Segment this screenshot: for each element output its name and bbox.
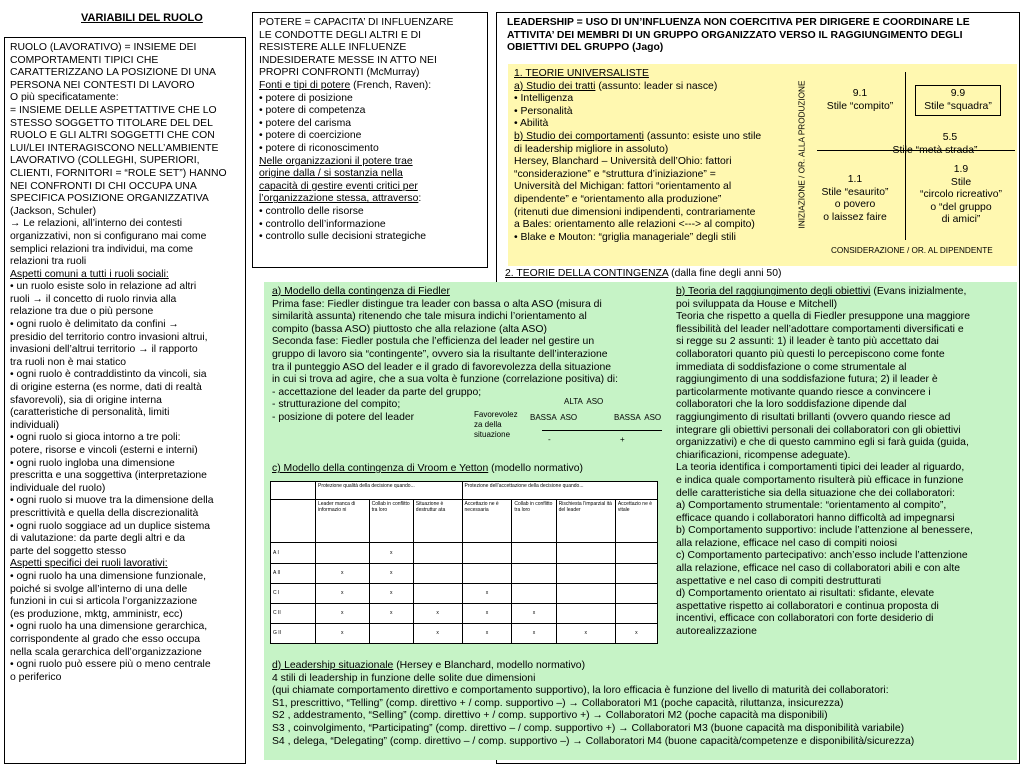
role-text-line: Aspetti specifici dei ruoli lavorativi: — [10, 558, 168, 570]
table-cell — [615, 583, 657, 603]
table-row-label: C I — [271, 583, 316, 603]
role-text-line: • ogni ruolo ha una dimensione funzionale, — [10, 570, 207, 582]
grid-quadrant-9-9: 9.9 Stile “squadra” — [915, 85, 1001, 116]
table-cell: x — [413, 623, 462, 643]
situational-line: S3 , coinvolgimento, “Participating” (comp. direttivo – / comp. supportivo +) → Collaboratori M3 (buone capacità ma disponibilità variabile) — [272, 722, 905, 734]
role-text-line: CLIENTI, FORNITORI = “ROLE SET”) HANNO — [10, 167, 227, 179]
table-column-header: Situazione è destruttur ata — [413, 500, 462, 543]
role-text-line: (caratteristiche di personalità, limiti — [10, 407, 170, 419]
path-goal-line: collaboratori che la loro soddisfazione dipende dal — [676, 399, 907, 411]
table-cell — [512, 543, 556, 563]
table-cell — [615, 563, 657, 583]
role-text-line: • un ruolo esiste solo in relazione ad altri — [10, 281, 197, 293]
leadership-heading-line: LEADERSHIP = USO DI UN’INFLUENZA NON COERCITIVA PER DIRIGERE E COORDINARE LE — [507, 17, 970, 28]
universal-theory-line: Hersey, Blanchard – Università dell’Ohio: fattori — [514, 156, 732, 168]
role-text-line: di origine esterna (es norme, dati di realtà — [10, 382, 202, 394]
table-cell: x — [316, 623, 370, 643]
situational-line: S2 , addestramento, “Selling” (comp. direttivo + / comp. supportivo +) → Collaboratori M2 (poche capacità ma disponibili) — [272, 710, 828, 722]
situational-line: 4 stili di leadership in funzione delle solite due dimensioni — [272, 672, 536, 684]
path-goal-line: immediata di soddisfazione o come strumentale al — [676, 361, 907, 373]
universal-theory-line: • Abilità — [514, 118, 549, 130]
role-text-line: potere, risorse e vincoli (esterni e interni) — [10, 445, 198, 456]
situational-line: S1, prescrittivo, “Telling” (comp. direttivo + / comp. supportivo –) → Collaboratori M1 (poche capacità, riluttanza, insicurezza) — [272, 697, 844, 709]
universal-theory-line: “considerazione” e “struttura d’iniziazione” = — [514, 168, 716, 180]
role-text-line: • ogni ruolo è delimitato da confini → — [10, 319, 179, 331]
fiedler-line: - posizione di potere del leader — [272, 411, 415, 423]
role-text-line: PERSONA NEI CONTESTI DI LAVORO — [10, 79, 195, 91]
role-text-line: individuali) — [10, 419, 60, 431]
path-goal-line: organizzativi) e che di questo cammino egli si farà guida (guida, — [676, 437, 969, 449]
role-text-line: NEI CONFRONTI DI CHI OCCUPA UNA — [10, 180, 197, 192]
universal-theory-line: Università del Michigan: fattori “orientamento al — [514, 181, 732, 193]
power-text — [259, 17, 487, 244]
path-goal-line: flessibilità del leader nell’adottare comportamenti diversificati e — [676, 323, 964, 335]
path-goal-line: c) Comportamento partecipativo: anch’esso include l’attenzione — [676, 550, 968, 562]
universal-theory-line: dipendente” e “orientamento alla produzione” — [514, 193, 722, 205]
role-text-line: CARATTERIZZANO LA POSIZIONE DI UNA — [10, 67, 216, 79]
path-goal-line: aspettative e nel caso di compiti destrutturati — [676, 575, 882, 587]
table-cell: x — [462, 583, 512, 603]
table-cell — [512, 563, 556, 583]
path-goal-line: raggiungimento di una soddisfazione futura; 2) il leader è — [676, 374, 938, 386]
table-group-quality: Protezione qualità della decisione quando... — [316, 482, 463, 500]
table-cell — [556, 563, 615, 583]
role-text-line: prescrittività e quella della discrezionalità — [10, 507, 199, 519]
power-text-line: • potere di riconoscimento — [259, 142, 379, 154]
table-cell: x — [369, 583, 413, 603]
table-row — [271, 583, 658, 603]
power-text-line: INDESIDERATE MESSE IN ATTO NEI — [259, 54, 437, 66]
table-cell — [556, 583, 615, 603]
universal-theory-line: a) Studio dei tratti (assunto: leader si nasce) — [514, 80, 718, 92]
table-cell: x — [369, 563, 413, 583]
role-text-line: LUI/LEI INTERAGISCONO NELL’AMBIENTE — [10, 142, 219, 154]
left-title: VARIABILI DEL RUOLO — [81, 12, 203, 24]
path-goal-line: b) Teoria del raggiungimento degli obiettivi (Evans inizialmente, — [676, 286, 967, 297]
table-row — [271, 623, 658, 643]
grid-x-axis-label: CONSIDERAZIONE / OR. AL DIPENDENTE — [831, 246, 993, 255]
path-goal-line: chiarificazioni, ricompense adeguate). — [676, 449, 851, 461]
role-text-line: • ogni ruolo soggiace ad un duplice sistema — [10, 520, 211, 532]
path-goal-line: incentivi, efficace con collaboratori con forte desiderio di — [676, 613, 934, 625]
path-goal-text — [676, 286, 1016, 639]
role-text-line: organizzativi, non si configurano mai come — [10, 230, 207, 242]
universal-theory-line: 1. TEORIE UNIVERSALISTE — [514, 68, 649, 79]
role-text-line: parte del soggetto stesso — [10, 545, 127, 557]
grid-quadrant-1-9: 1.9 Stile “circolo ricreativo” o “del gruppo di amici” — [920, 164, 1002, 226]
role-text-line: RUOLO E GLI ALTRI SOGGETTI CHE CON — [10, 130, 215, 142]
table-column-header: Rischiesta l’imparzial ità del leader — [556, 500, 615, 543]
leadership-heading-line: ATTIVITA’ DEI MEMBRI DI UN GRUPPO ORGANIZZATO VERSO IL RAGGIUNGIMENTO DEGLI — [507, 29, 963, 41]
table-cell: x — [615, 623, 657, 643]
role-text-line: (es produzione, mktg, amministr, ecc) — [10, 608, 183, 620]
power-text-line: LE CONDOTTE DEGLI ALTRI E DI — [259, 29, 422, 41]
table-cell: x — [512, 623, 556, 643]
leadership-heading — [507, 17, 1017, 55]
power-text-line: • controllo dell’informazione — [259, 218, 386, 230]
table-row — [271, 543, 658, 563]
power-text-line: • potere di posizione — [259, 92, 353, 104]
role-text-line: STESSO SOGGETTO TITOLARE DEL DEL — [10, 117, 213, 129]
table-cell — [556, 543, 615, 563]
table-cell — [512, 583, 556, 603]
universal-theory-line: • Personalità — [514, 105, 573, 117]
role-text-line: prescritta e una soggettiva (interpretazione — [10, 470, 207, 482]
fiedler-line: - accettazione del leader da parte del gruppo; — [272, 386, 482, 398]
fiedler-line: a) Modello della contingenza di Fiedler — [272, 286, 450, 297]
path-goal-line: poi sviluppata da House e Mitchell) — [676, 298, 838, 310]
power-text-line: PROPRI CONFRONTI (McMurray) — [259, 67, 420, 79]
table-row-label: A I — [271, 543, 316, 563]
universal-theory-line: b) Studio dei comportamenti (assunto: esiste uno stile — [514, 130, 762, 142]
table-cell: x — [462, 623, 512, 643]
role-text-line: → Le relazioni, all’interno dei contesti — [10, 218, 183, 230]
table-cell: x — [369, 603, 413, 623]
path-goal-line: si regge su 2 assunti: 1) il leader è tanto più accettato dai — [676, 336, 939, 348]
managerial-grid — [795, 70, 1017, 266]
role-text-line: • ogni ruolo può essere più o meno centrale — [10, 659, 211, 671]
power-text-line: • controllo sulle decisioni strategiche — [259, 231, 427, 243]
table-row-label: G II — [271, 623, 316, 643]
table-cell: x — [369, 543, 413, 563]
table-cell: x — [316, 583, 370, 603]
role-text-line: semplici relazioni tra individui, ma come — [10, 243, 194, 255]
fiedler-line: compito (bassa ASO) piuttosto che alla relazione (alta ASO) — [272, 323, 547, 335]
path-goal-line: autorealizzazione — [676, 626, 757, 638]
power-text-line: Nelle organizzazioni il potere trae — [259, 155, 413, 167]
table-cell — [369, 623, 413, 643]
role-text-line: tra ruoli non è mai statico — [10, 356, 127, 368]
universal-theory-line: • Intelligenza — [514, 93, 574, 105]
role-text-line: nella scala gerarchica dell’organizzazione — [10, 646, 202, 658]
leadership-heading-line: OBIETTIVI DEL GRUPPO (Jago) — [507, 42, 664, 54]
table-column-header: Accettazio ne è necessaria — [462, 500, 512, 543]
role-text-line: corrispondente al grado che esso occupa — [10, 633, 201, 645]
grid-quadrant-5-5: 5.5 Stile “metà strada” — [892, 132, 978, 156]
path-goal-line: particolarmente motivante quando riesce a convincere i — [676, 386, 931, 398]
path-goal-line: alla relazione, efficace nel caso di collaboratori abili e con alte — [676, 563, 960, 575]
table-column-header: Collab in conflitto tra loro — [512, 500, 556, 543]
universal-theory-line: di leadership migliore in assoluto) — [514, 143, 669, 155]
table-cell — [462, 563, 512, 583]
table-row — [271, 563, 658, 583]
role-text-line: SPECIFICA POSIZIONE ORGANIZZATIVA — [10, 193, 209, 205]
grid-quadrant-9-1: 9.1 Stile “compito” — [826, 88, 894, 112]
table-cell: x — [413, 603, 462, 623]
path-goal-line: a) Comportamento strumentale: “orientamento al compito”, — [676, 500, 947, 512]
path-goal-line: aspettative rispetto ai collaboratori e continua proposta di — [676, 600, 939, 612]
universal-theory-line: • Blake e Mouton: “griglia manageriale” degli stili — [514, 231, 736, 243]
path-goal-line: efficace quando i collaboratori hanno difficoltà ad impegnarsi — [676, 512, 955, 524]
path-goal-line: La teoria identifica i comportamenti tipici dei leader al riguardo, — [676, 462, 965, 474]
role-text-line: individuale del ruolo) — [10, 482, 106, 494]
table-cell — [615, 603, 657, 623]
table-column-header: Collab in conflitto tra loro — [369, 500, 413, 543]
plus-sign: + — [620, 435, 625, 444]
table-row — [271, 603, 658, 623]
path-goal-line: b) Comportamento supportivo: include l’attenzione al benessere, — [676, 525, 973, 537]
path-goal-line: e indica quale comportamento risulterà più efficace in funzione — [676, 474, 964, 486]
role-text-line: sfavorevoli), sia di origine interna — [10, 394, 162, 406]
role-text-line: • ogni ruolo si gioca intorno a tre poli: — [10, 432, 181, 444]
power-text-line: • potere di coercizione — [259, 130, 362, 142]
power-text-line: RESISTERE ALLE INFLUENZE — [259, 42, 407, 54]
universal-theory-line: a Bales: orientamento alle relazioni <---> al compito) — [514, 219, 755, 231]
role-text-line: invasioni dell’altrui territorio → il rapporto — [10, 344, 198, 356]
minus-sign: - — [548, 435, 551, 444]
table-cell: x — [316, 563, 370, 583]
vroom-yetton-table — [270, 481, 658, 644]
table-column-header: Accettazio ne è vitale — [615, 500, 657, 543]
power-text-line: l’organizzazione stessa, attraverso: — [259, 193, 422, 205]
fiedler-line: gruppo di lavoro sia “contingente”, ovvero sia la risultante dell’interazione — [272, 348, 608, 360]
power-text-line: POTERE = CAPACITA’ DI INFLUENZARE — [259, 17, 454, 28]
path-goal-line: alla relazione, efficace nel caso di compiti noiosi — [676, 537, 898, 549]
contingency-theories-title: 2. TEORIE DELLA CONTINGENZA (dalla fine degli anni 50) — [505, 268, 782, 279]
role-text-line: • ogni ruolo è contraddistinto da vincoli, sia — [10, 369, 207, 381]
table-row-label: C II — [271, 603, 316, 623]
role-text-line: • ogni ruolo ingloba una dimensione — [10, 457, 175, 469]
fiedler-line: in cui si trova ad agire, che a sua volta è funzione (correlazione positiva) di: — [272, 374, 618, 386]
vroom-yetton-title: c) Modello della contingenza di Vroom e Yetton (modello normativo) — [272, 463, 583, 474]
role-text-line: funzioni in cui si articola l’organizzazione — [10, 596, 198, 608]
table-cell — [615, 543, 657, 563]
path-goal-line: Teoria che rispetto a quella di Fiedler presuppone una maggiore — [676, 311, 971, 323]
role-text-line: o periferico — [10, 671, 62, 683]
situational-line: d) Leadership situazionale (Hersey e Blanchard, modello normativo) — [272, 660, 586, 671]
fiedler-line: - strutturazione del compito; — [272, 399, 401, 411]
fiedler-diagram — [472, 397, 672, 457]
power-text-line: • potere di competenza — [259, 105, 366, 117]
fiedler-line: tra il punteggio ASO del leader e il grado di favorevolezza della situazione — [272, 361, 612, 373]
power-text-line: capacità di gestire eventi critici per — [259, 180, 418, 192]
situational-line: S4 , delega, “Delegating” (comp. direttivo – / comp. supportivo –) → Collaboratori M4 (buone capacità/competenze e disponibilità/sicurezza) — [272, 735, 915, 747]
low-aso-label-1: BASSA ASO — [530, 413, 578, 422]
left-role-text — [10, 42, 246, 684]
low-aso-label-2: BASSA ASO — [614, 413, 662, 422]
role-text-line: ruoli → il concetto di ruolo rinvia alla — [10, 293, 177, 305]
path-goal-line: d) Comportamento orientato ai risultati: sfidante, elevate — [676, 588, 935, 600]
table-cell: x — [512, 603, 556, 623]
grid-y-axis-label: INIZIAZIONE / OR. ALLA PRODUZIONE — [797, 80, 807, 229]
role-text-line: (Jackson, Schuler) — [10, 205, 97, 217]
role-text-line: poiché si svolge all’interno di una delle — [10, 583, 188, 595]
power-text-line: origine dalla / si sostanzia nella — [259, 168, 403, 180]
left-role-box — [4, 37, 246, 764]
role-text-line: Aspetti comuni a tutti i ruoli sociali: — [10, 268, 169, 280]
power-text-line: • potere del carisma — [259, 117, 351, 129]
universal-theories-text — [514, 68, 804, 244]
role-text-line: • ogni ruolo ha una dimensione gerarchica, — [10, 621, 208, 633]
power-text-line: • controllo delle risorse — [259, 205, 364, 217]
role-text-line: relazione tra due o più persone — [10, 306, 154, 318]
fiedler-line: similarità assunta) ritenendo che tale misura indichi l’orientamento al — [272, 311, 587, 323]
table-row-label: A II — [271, 563, 316, 583]
favorability-label: Favorevolez za della situazione — [474, 410, 518, 439]
role-text-line: COMPORTAMENTI TIPICI CHE — [10, 54, 159, 66]
power-box — [252, 12, 488, 268]
role-text-line: relazioni tra ruoli — [10, 256, 87, 268]
situational-leadership-text — [272, 660, 1017, 748]
role-text-line: di valutazione: da parte degli altri e da — [10, 533, 186, 545]
path-goal-line: raggiungimento di risultati brillanti (ovvero quando riesce ad — [676, 411, 951, 423]
table-cell: x — [556, 623, 615, 643]
table-cell — [413, 543, 462, 563]
table-cell — [413, 563, 462, 583]
role-text-line: O più specificatamente: — [10, 92, 119, 104]
path-goal-line: delle caratteristiche sia della situazione che dei collaboratori: — [676, 487, 955, 499]
high-aso-label: ALTA ASO — [564, 397, 604, 406]
role-text-line: • ogni ruolo si muove tra la dimensione della — [10, 495, 214, 507]
table-cell — [316, 543, 370, 563]
universal-theory-line: (ritenuti due dimensioni indipendenti, contrariamente — [514, 206, 756, 218]
path-goal-line: integrare gli obiettivi personali dei collaboratori con gli obiettivi — [676, 424, 961, 436]
favorability-axis — [542, 430, 662, 431]
table-group-acceptance: Protezione dell’accettazione della decisione quando... — [462, 482, 657, 500]
table-cell — [556, 603, 615, 623]
role-text-line: LAVORATIVO (COLLEGHI, SUPERIORI, — [10, 155, 200, 167]
table-cell: x — [462, 603, 512, 623]
power-text-line: Fonti e tipi di potere (French, Raven): — [259, 79, 432, 91]
role-text-line: RUOLO (LAVORATIVO) = INSIEME DEI — [10, 42, 197, 53]
grid-quadrant-1-1: 1.1 Stile “esaurito” o povero o laissez faire — [821, 174, 889, 223]
role-text-line: = INSIEME DELLE ASPETTATTIVE CHE LO — [10, 104, 217, 116]
role-text-line: presidio del territorio contro invasioni altrui, — [10, 331, 208, 343]
table-column-header: Leader manca di informazio ni — [316, 500, 370, 543]
fiedler-line: Seconda fase: Fiedler postula che l’efficienza del leader nel gestire un — [272, 336, 595, 348]
table-cell — [462, 543, 512, 563]
path-goal-line: collaboratori quanto più questi lo percepiscono come fonte — [676, 348, 945, 360]
fiedler-line: Prima fase: Fiedler distingue tra leader con bassa o alta ASO (misura di — [272, 298, 602, 310]
situational-line: (qui chiamate comportamento direttivo e comportamento supportivo), la loro efficacia è funzione del livello di maturità dei collaboratori: — [272, 685, 889, 697]
table-cell: x — [316, 603, 370, 623]
table-cell — [413, 583, 462, 603]
